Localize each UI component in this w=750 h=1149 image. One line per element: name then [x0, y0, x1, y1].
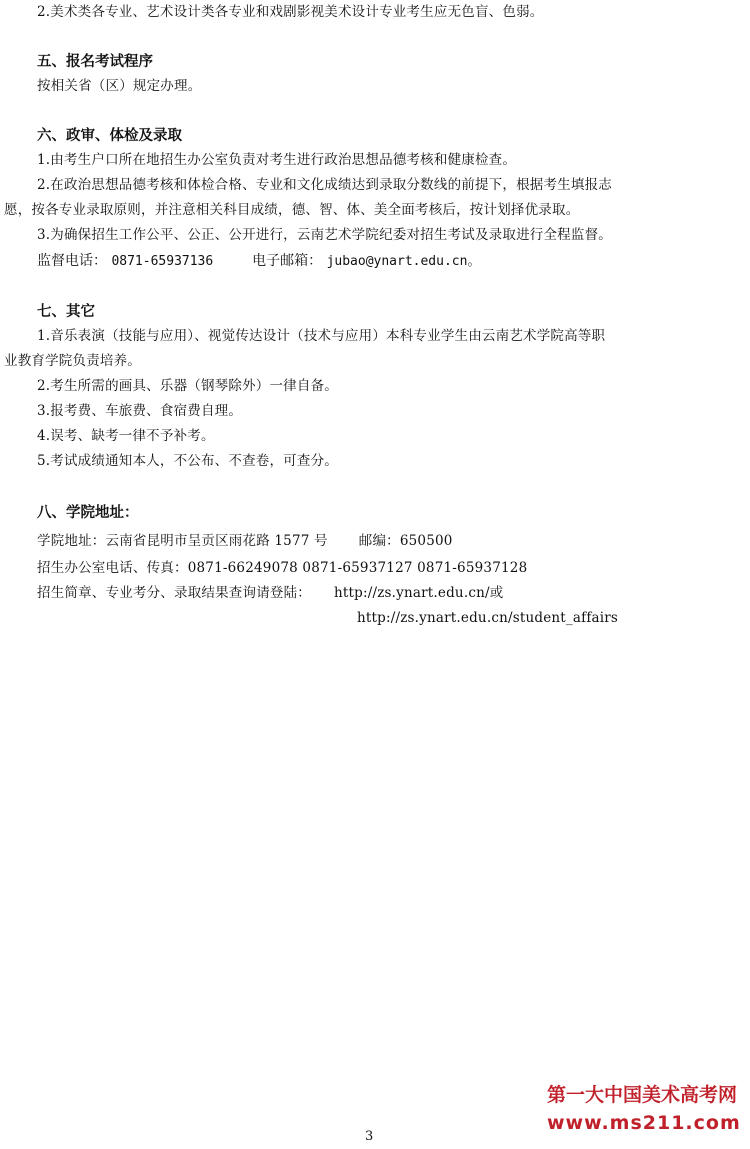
paragraph-text: 5.考试成绩通知本人，不公布、不查卷，可查分。 [37, 453, 338, 469]
paragraph-text: 2.考生所需的画具、乐器（钢琴除外）一律自备。 [37, 378, 338, 394]
supervision-email: jubao@ynart.edu.cn。 [326, 254, 481, 269]
watermark-title: 第一大中国美术高考网 [547, 1084, 738, 1106]
postcode: 邮编：650500 [358, 533, 453, 549]
query-url-1[interactable]: http://zs.ynart.edu.cn/或 [334, 585, 504, 601]
phone-fax-line: 招生办公室电话、传真：0871-66249078 0871-65937127 0871-65937128 [37, 560, 528, 576]
paragraph-text: 1.由考生户口所在地招生办公室负责对考生进行政治思想品德考核和健康检查。 [37, 152, 517, 168]
paragraph-text: 愿，按各专业录取原则，并注意相关科目成绩，德、智、体、美全面考核后，按计划择优录取。 [4, 202, 580, 218]
paragraph-text: 4.误考、缺考一律不予补考。 [37, 428, 215, 444]
section-heading-admission: 六、政审、体检及录取 [37, 128, 182, 144]
page-number: 3 [365, 1129, 374, 1144]
paragraph-text: 3.报考费、车旅费、食宿费自理。 [37, 403, 243, 419]
school-address: 学院地址：云南省昆明市呈贡区雨花路 1577 号 [37, 533, 328, 549]
paragraph-text: 业教育学院负责培养。 [4, 353, 141, 369]
watermark-url: www.ms211.com [547, 1112, 741, 1134]
query-line [37, 584, 503, 602]
query-label: 招生简章、专业考分、录取结果查询请登陆： [37, 585, 311, 601]
paragraph-text: 3.为确保招生工作公平、公正、公开进行，云南艺术学院纪委对招生考试及录取进行全程监督。 [37, 227, 612, 243]
phone-label: 监督电话： [37, 253, 107, 269]
paragraph-text: 按相关省（区）规定办理。 [37, 78, 202, 94]
address-line [37, 532, 453, 550]
supervision-contact [37, 252, 480, 271]
paragraph-text: 1.音乐表演（技能与应用）、视觉传达设计（技术与应用）本科专业学生由云南艺术学院高等职 [37, 328, 606, 344]
supervision-phone: 0871-65937136 [111, 254, 214, 269]
query-url-2[interactable]: http://zs.ynart.edu.cn/student_affairs [357, 610, 619, 626]
section-heading-other: 七、其它 [37, 304, 95, 320]
email-label: 电子邮箱： [252, 253, 323, 269]
requirement-line-2: 2.美术类各专业、艺术设计类各专业和戏剧影视美术设计专业考生应无色盲、色弱。 [37, 4, 544, 20]
section-heading-address: 八、学院地址： [37, 505, 139, 521]
paragraph-text: 2.在政治思想品德考核和体检合格、专业和文化成绩达到录取分数线的前提下，根据考生填报志 [37, 177, 612, 193]
section-heading-registration: 五、报名考试程序 [37, 54, 153, 70]
